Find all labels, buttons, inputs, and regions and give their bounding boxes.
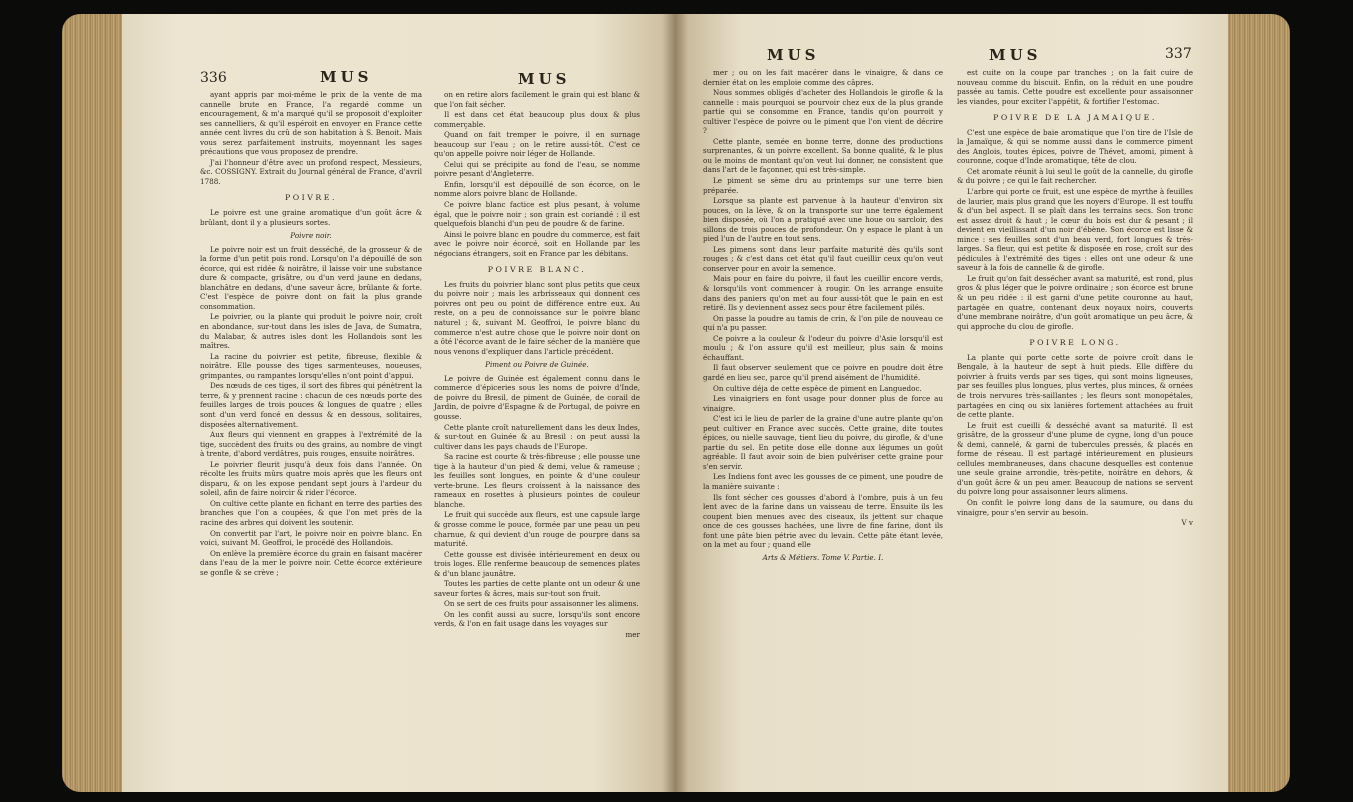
book-edge-right (1228, 14, 1290, 792)
paragraph: Les Indiens font avec les gousses de ce piment, une poudre de la manière suivante : (703, 472, 943, 491)
right-page (675, 14, 1228, 792)
paragraph: Cette plante croît naturellement dans les deux Indes, & sur-tout en Guinée & au Bresil : on peut aussi la cultiver dans les pays chauds de l'Europe. (434, 422, 640, 451)
paragraph: On enlève la première écorce du grain en faisant macérer dans l'eau de la mer le poivre noir. Cette écorce extérieure se gonfle & se crève ; (200, 548, 422, 577)
book-gutter (662, 14, 688, 792)
paragraph: Ils font sécher ces gousses d'abord à l'ombre, puis à un feu lent avec de la farine dans un vaisseau de terre. Ensuite ils les coupent bien menues avec des ciseaux, ils jettent sur chaque once de ces gousses hachées, une livre de fine farine, dont ils font une pâte bien pétrie avec du levain. Cette pâte étant levée, on la met au four ; quand elle (703, 492, 943, 550)
paragraph: La racine du poivrier est petite, fibreuse, flexible & noirâtre. Elle pousse des tiges sarmenteuses, noueuses, grimpantes, ou rampantes lorsqu'elles n'ont point d'appui. (200, 351, 422, 380)
right-page-column-1 (703, 68, 943, 563)
paragraph: Enfin, lorsqu'il est dépouillé de son écorce, on le nomme alors poivre blanc de Hollande. (434, 179, 640, 199)
paragraph: Le poivre est une graine aromatique d'un goût âcre & brûlant, dont il y a plusieurs sortes. (200, 208, 422, 227)
paragraph: On cultive cette plante en fichant en terre des parties des branches que l'on a coupées, & que l'on met près de la racine des arbres qui doivent les soutenir. (200, 498, 422, 527)
paragraph: Cet aromate réunit à lui seul le goût de la cannelle, du girofle & du poivre ; ce qui le fait rechercher. (957, 166, 1193, 186)
paragraph: Le poivre noir est un fruit desséché, de la grosseur & de la forme d'un petit pois rond. Lorsqu'on l'a dépouillé de son écorce, qui est ridée & noirâtre, il laisse voir une substance dure & compacte, grisâtre, ou d'un verd jaune en dedans, blanchâtre en dedans, d'une saveur âcre, brûlante & forte. C'est l'espèce de poivre dont on fait la plus grande consommation. (200, 244, 422, 311)
footer-line: Arts & Métiers. Tome V. Partie. I. (762, 552, 884, 562)
left-page-column-2 (434, 90, 640, 641)
signature-mark: V v (1181, 518, 1193, 528)
paragraph: Nous sommes obligés d'acheter des Hollandois le girofle & la cannelle : mais pourquoi se pourvoir chez eux de la plus grande partie qui se consomme en France, tandis qu'on pourroit y cultiver l'espèce de poivre ou le piment que l'on vient de décrire ? (703, 88, 943, 136)
paragraph: J'ai l'honneur d'être avec un profond respect, Messieurs, &c. COSSIGNY. Extrait du Journal général de France, d'avril 1788. (200, 157, 422, 186)
paragraph: On cultive déja de cette espèce de piment en Languedoc. (713, 383, 922, 393)
paragraph: On les confit aussi au sucre, lorsqu'ils sont encore verds, & l'on en fait usage dans les voyages sur (434, 609, 640, 629)
subheading: Poivre noir. (290, 231, 332, 241)
page-number-right: 337 (1165, 46, 1192, 62)
page-number-left: 336 (200, 70, 227, 86)
paragraph: Les pimens sont dans leur parfaite maturité dès qu'ils sont rouges ; & c'est dans cet état qu'il faut cueillir ceux qu'on veut conserver pour en avoir la semence. (703, 244, 943, 273)
paragraph: On confit le poivre long dans de la saumure, ou dans du vinaigre, pour s'en servir au besoin. (957, 497, 1193, 517)
running-head-right-2: MUS (989, 46, 1042, 64)
paragraph: Lorsque sa plante est parvenue à la hauteur d'environ six pouces, on la lève, & on la transporte sur une terre également bien disposée, où l'on a pratiqué avec une houe ou sarcloir, des sillons de trois pouces de profondeur. On y espace le plant à un pied l'un de l'autre en tout sens. (703, 196, 943, 244)
paragraph: Cette gousse est divisée intérieurement en deux ou trois loges. Elle renferme beaucoup de semences plates & d'un blanc jaunâtre. (434, 549, 640, 578)
paragraph: C'est une espèce de baie aromatique que l'on tire de l'Isle de la Jamaïque, & qui se nomme aussi dans le commerce piment des Anglois, toutes épices, poivre de Thévet, amomi, piment à couronne, coque d'Inde aromatique, tête de clou. (957, 127, 1193, 166)
paragraph: Ainsi le poivre blanc en poudre du commerce, est fait avec le poivre noir écorcé, soit en Hollande par les négocians étrangers, soit en France par les débitans. (434, 229, 640, 258)
left-page-column-1 (200, 90, 422, 578)
left-page (122, 14, 675, 792)
paragraph: Le piment se sème dru au printemps sur une terre bien préparée. (703, 176, 943, 195)
paragraph: est cuite on la coupe par tranches ; on la fait cuire de nouveau comme du biscuit. Enfin, on la réduit en une poudre passée au tamis. Cette poudre est excellente pour assaisonner les viandes, pour exciter l'appétit, & fortifier l'estomac. (957, 68, 1193, 106)
paragraph: Ce poivre blanc factice est plus pesant, à volume égal, que le poivre noir ; son grain est coriandé : il est quelquefois blanchi d'un peu de poudre & de farine. (434, 200, 640, 229)
paragraph: Le poivrier fleurit jusqu'à deux fois dans l'année. On récolte les fruits mûrs quatre mois après que les fleurs ont disparu, & on les expose pendant sept jours à l'ardeur du soleil, afin de faire noircir & rider l'écorce. (200, 459, 422, 498)
section-heading: POIVRE LONG. (1029, 338, 1121, 348)
paragraph: Toutes les parties de cette plante ont un odeur & une saveur fortes & âcres, mais sur-tout son fruit. (434, 579, 640, 598)
subheading: Piment ou Poivre de Guinée. (485, 360, 589, 370)
paragraph: Des nœuds de ces tiges, il sort des fibres qui pénètrent la terre, & y prennent racine : chacun de ces nœuds porte des feuilles larges de trois pouces & longues de quatre ; elles sont d'un verd foncé en dessus & en dessous, solitaires, disposées alternativement. (200, 381, 422, 429)
paragraph: ayant appris par moi-même le prix de la vente de ma cannelle brute en France, l'a regardé comme un encouragement, & m'a marqué qu'il se proposoit d'exploiter ses cannelliers, & qu'il espéroit en envoyer en France cette année cent livres du crû de son habitation à S. Benoit. Mais vous serez parfaitement instruits, moyennant les sages précautions que vous proposez de prendre. (200, 90, 422, 157)
paragraph: Celui qui se précipite au fond de l'eau, se nomme poivre pesant d'Angleterre. (434, 159, 640, 179)
paragraph: Les fruits du poivrier blanc sont plus petits que ceux du poivre noir ; mais les arbrisseaux qui donnent ces poivres ont peu ou point de différence entre eux. Au reste, on a peu de connoissance sur le poivre blanc naturel ; &, suivant M. Geoffroi, le poivre blanc du commerce n'est autre chose que le poivre noir dont on a ôté l'écorce avant de le faire sécher de la manière que nous venons d'expliquer dans l'article précédent. (434, 279, 640, 356)
paragraph: On se sert de ces fruits pour assaisonner les alimens. (444, 599, 639, 609)
paragraph: La plante qui porte cette sorte de poivre croît dans le Bengale, à la hauteur de sept à huit pieds. Elle diffère du poivrier à fruits verds par ses tiges, qui sont moins ligneuses, par ses feuilles plus longues, plus vertes, plus minces, & ornées de trois nervures très-saillantes ; les fleurs sont monopétales, partagées en cinq ou six lanières fortement attachées au fruit de cette plante. (957, 352, 1193, 420)
running-head-right-1: MUS (767, 46, 820, 64)
paragraph: mer ; ou on les fait macérer dans le vinaigre, & dans ce dernier état on les emploie comme des câpres. (703, 68, 943, 87)
paragraph: Mais pour en faire du poivre, il faut les cueillir encore verds, & lorsqu'ils vont commencer à rougir. On les arrange ensuite dans des paniers qu'on met au four aussi-tôt que le pain en est retiré. Ils y deviennent assez secs pour être facilement pilés. (703, 274, 943, 313)
book-edge-left (62, 14, 122, 792)
paragraph: Il est dans cet état beaucoup plus doux & plus commerçable. (434, 110, 640, 129)
running-head-left-2: MUS (518, 70, 571, 88)
paragraph: Le fruit est cueilli & desséché avant sa maturité. Il est grisâtre, de la grosseur d'une plume de cygne, long d'un pouce & demi, cannelé, & garni de tubercules pressés, & placés en forme de réseau. Il est partagé intérieurement en plusieurs cellules membraneuses, dans chacune desquelles est contenue une seule graine arrondie, très-petite, noirâtre en dehors, & d'un goût âcre & un peu amer. Beaucoup de nations se servent du poivre long pour assaisonner leurs alimens. (957, 420, 1193, 497)
paragraph: Le poivrier, ou la plante qui produit le poivre noir, croît en abondance, sur-tout dans les isles de Java, de Sumatra, du Malabar, & autres isles dont les Hollandois sont les maîtres. (200, 312, 422, 351)
signature-mark: mer (625, 629, 640, 639)
paragraph: On passe la poudre au tamis de crin, & l'on pile de nouveau ce qui n'a pu passer. (703, 313, 943, 333)
running-head-left-1: MUS (320, 68, 373, 86)
paragraph: Cette plante, semée en bonne terre, donne des productions surprenantes, & un poivre excellent. Sa bonne qualité, & le plus ou le moins de montant qu'on veut lui donner, ne consistent que dans l'art de le façonner, qui est très-simple. (703, 136, 943, 175)
paragraph: on en retire alors facilement le grain qui est blanc & que l'on fait sécher. (434, 90, 640, 109)
paragraph: Le fruit qui succède aux fleurs, est une capsule large & grosse comme le pouce, formée par une peau un peu charnue, & qui devient d'un rouge de pourpre dans sa maturité. (434, 510, 640, 549)
paragraph: Sa racine est courte & très-fibreuse ; elle pousse une tige à la hauteur d'un pied & demi, velue & rameuse ; les feuilles sont longues, en pointe & d'une couleur verte-brune. Les fleurs croissent à la naissance des rameaux en rosettes à plusieurs pointes de couleur blanche. (434, 452, 640, 509)
paragraph: Les vinaigriers en font usage pour donner plus de force au vinaigre. (703, 394, 943, 413)
paragraph: Le fruit qu'on fait dessécher avant sa maturité, est rond, plus gros & plus léger que le poivre ordinaire ; son écorce est brune & un peu ridée : il est garni d'une petite couronne au haut, partagée en quatre, contenant deux noyaux noirs, couverts d'une membrane noirâtre, d'un goût aromatique un peu âcre, & qui approche du clou de girofle. (957, 273, 1193, 331)
paragraph: L'arbre qui porte ce fruit, est une espèce de myrthe à feuilles de laurier, mais plus grand que les noyers d'Europe. Il est touffu & d'un bel aspect. Il se plaît dans les terrains secs. Son tronc est assez droit & haut ; le cœur du bois est dur & pesant ; il devient en vieillissant d'un noir d'ébène. Son écorce est lisse & mince : ses feuilles sont d'un beau verd, fort longues & très-larges. Sa fleur, qui est petite & disposée en rose, croît sur des pédicules à l'extrémité des tiges : elles ont une odeur & une saveur à la fois de cannelle & de girofle. (957, 187, 1193, 273)
paragraph: On convertit par l'art, le poivre noir en poivre blanc. En voici, suivant M. Geoffroi, le procédé des Hollandois. (200, 528, 422, 548)
paragraph: Aux fleurs qui viennent en grappes à l'extrémité de la tige, succèdent des fruits ou des grains, au nombre de vingt à trente, d'abord verdâtres, puis rouges, ensuite noirâtres. (200, 430, 422, 459)
section-heading: POIVRE BLANC. (487, 265, 587, 275)
paragraph: Le poivre de Guinée est également connu dans le commerce d'épiceries sous les noms de poivre d'Inde, de poivre du Bresil, de piment de Guinée, de corail de Jardin, de poivre d'Espagne & de Portugal, de poivre en gousse. (434, 373, 640, 421)
paragraph: C'est ici le lieu de parler de la graine d'une autre plante qu'on peut cultiver en France avec succès. Cette graine, dite toutes épices, ou nielle sauvage, tient lieu du poivre, du girofle, & d'une partie du sel. En petite dose elle donne aux légumes un goût agréable. Il faut avoir soin de bien pulvériser cette graine pour s'en servir. (703, 414, 943, 471)
section-heading: POIVRE DE LA JAMAIQUE. (993, 113, 1157, 123)
right-page-column-2 (957, 68, 1193, 529)
paragraph: Il faut observer seulement que ce poivre en poudre doit être gardé en lieu sec, parce qu'il prend aisément de l'humidité. (703, 363, 943, 382)
paragraph: Quand on fait tremper le poivre, il en surnage beaucoup sur l'eau ; on le retire aussi-tôt. C'est ce qu'on appelle poivre noir léger de Hollande. (434, 130, 640, 159)
section-heading: POIVRE. (285, 193, 337, 203)
paragraph: Ce poivre a la couleur & l'odeur du poivre d'Asie lorsqu'il est moulu ; & l'on assure qu'il est meilleur, plus sain & moins échauffant. (703, 333, 943, 362)
